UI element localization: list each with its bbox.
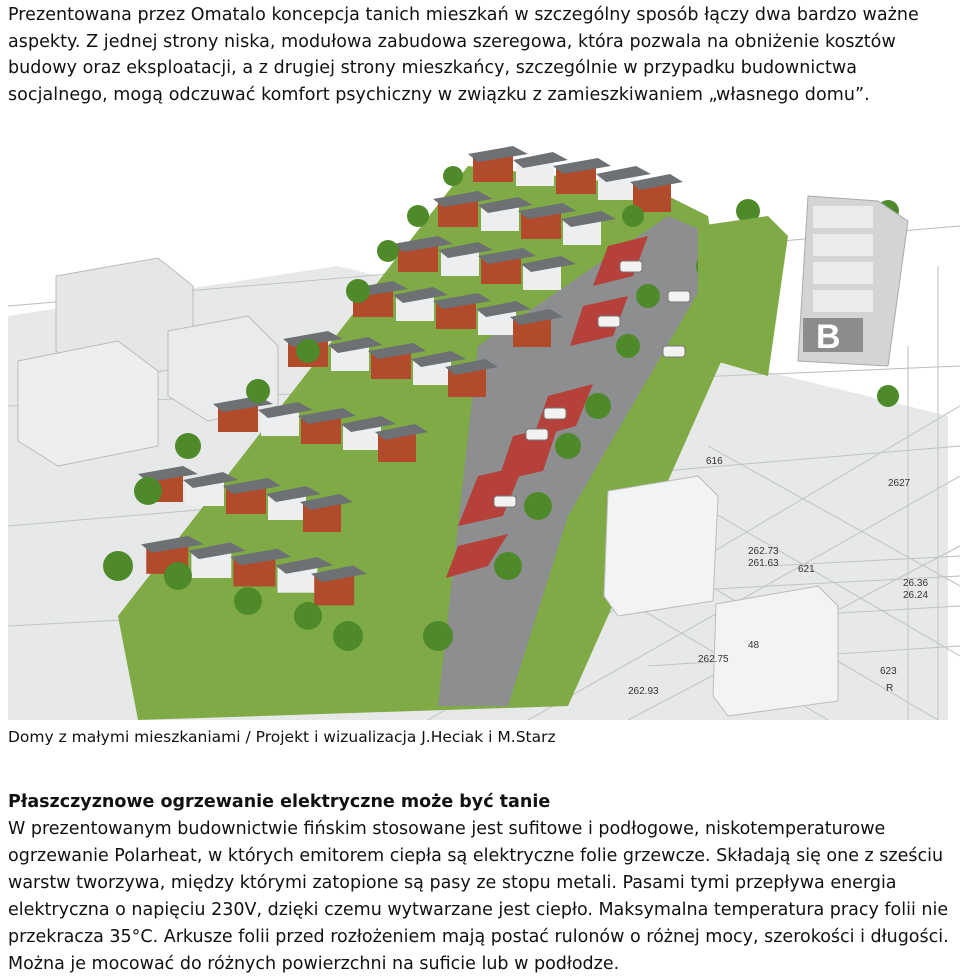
figure-caption: Domy z małymi mieszkaniami / Projekt i wizualizacja J.Heciak i M.Starz xyxy=(8,728,556,746)
plan-label: 616 xyxy=(706,456,723,467)
plan-label: 262.93 xyxy=(628,686,659,697)
plan-label: 262.73 xyxy=(748,546,779,557)
section-body: W prezentowanym budownictwie fińskim stosowane jest sufitowe i podłogowe, niskotemperaturowe ogrzewanie Polarheat, w których emitorem ciepła są elektryczne folie grzewcze. Składają się one z sześciu warstw tworzywa, między którymi zatopione są pasy ze stopu metali. Pasami tymi przepływa energia elektryczna o napięciu 230V, dzięki czemu wytwarzane jest ciepło. Maksymalna temperatura pracy folii nie przekracza 35°C. Arkusze folii przed rozłożeniem mają postać rulonów o różnej mocy, szerokości i długości. Można je mocować do różnych powierzchni na suficie lub w podłodze. xyxy=(8,819,949,974)
plan-label: 262.75 xyxy=(698,654,729,665)
building-b-label: B xyxy=(816,318,841,356)
intro-paragraph: Prezentowana przez Omatalo koncepcja tanich mieszkań w szczególny sposób łączy dwa bardzo ważne aspekty. Z jednej strony niska, modułowa zabudowa szeregowa, która pozwala na obniżenie kosztów budowy oraz eksploatacji, a z drugiej strony mieszkańcy, szczególnie w przypadku budownictwa socjalnego, mogą odczuwać komfort psychiczny w związku z zamieszkiwaniem „własnego domu”. xyxy=(8,5,919,105)
plan-label: 2627 xyxy=(888,478,911,489)
plan-label: 26.24 xyxy=(903,590,929,601)
plan-label: R xyxy=(886,683,894,694)
plan-label: 621 xyxy=(798,564,815,575)
plan-label: 623 xyxy=(880,666,897,677)
plan-label: 48 xyxy=(748,640,760,651)
housing-visualization xyxy=(8,146,960,720)
plan-label: 261.63 xyxy=(748,558,779,569)
section-heading: Płaszczyznowe ogrzewanie elektryczne może być tanie xyxy=(8,792,551,812)
plan-label: 26.36 xyxy=(903,578,929,589)
